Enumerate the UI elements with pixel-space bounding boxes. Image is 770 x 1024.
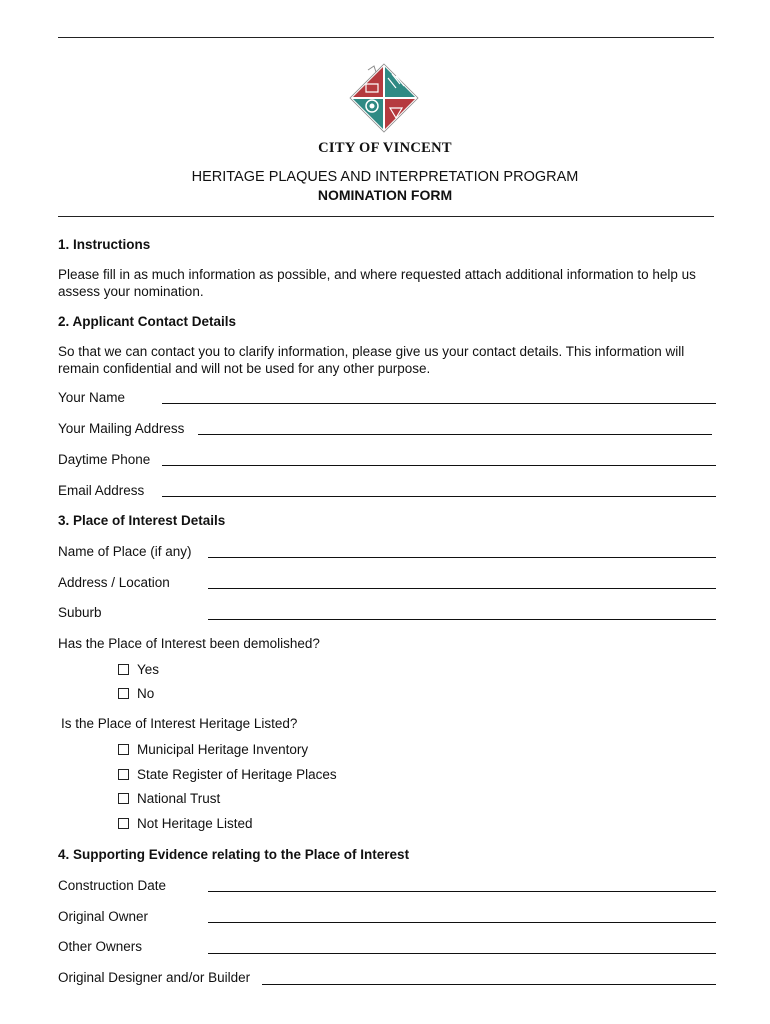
- email-address-field[interactable]: [162, 496, 716, 497]
- form-title: NOMINATION FORM: [317, 187, 453, 203]
- label-original-designer: Original Designer and/or Builder: [58, 970, 251, 985]
- label-daytime-phone: Daytime Phone: [58, 452, 151, 467]
- header-rule: [58, 216, 714, 217]
- original-designer-field[interactable]: [262, 984, 716, 985]
- checkbox-state-register[interactable]: State Register of Heritage Places: [118, 767, 337, 782]
- checkbox-box[interactable]: [118, 664, 129, 675]
- section-heading-applicant: 2. Applicant Contact Details: [58, 314, 237, 329]
- label-address-location: Address / Location: [58, 575, 170, 590]
- section-heading-place: 3. Place of Interest Details: [58, 513, 226, 528]
- checkbox-box[interactable]: [118, 818, 129, 829]
- mailing-address-field[interactable]: [198, 434, 712, 435]
- checkbox-demolished-no[interactable]: No: [118, 686, 154, 701]
- listed-question: Is the Place of Interest Heritage Listed?: [61, 716, 298, 731]
- checkbox-not-listed[interactable]: Not Heritage Listed: [118, 816, 253, 831]
- checkbox-demolished-yes[interactable]: Yes: [118, 662, 159, 677]
- demolished-question: Has the Place of Interest been demolished?: [58, 636, 320, 651]
- label-name-of-place: Name of Place (if any): [58, 544, 192, 559]
- section-heading-evidence: 4. Supporting Evidence relating to the Place of Interest: [58, 847, 410, 862]
- program-title: HERITAGE PLAQUES AND INTERPRETATION PROGRAM: [191, 169, 579, 185]
- checkbox-box[interactable]: [118, 769, 129, 780]
- original-owner-field[interactable]: [208, 922, 716, 923]
- label-other-owners: Other Owners: [58, 939, 143, 954]
- checkbox-national-trust[interactable]: National Trust: [118, 791, 220, 806]
- checkbox-box[interactable]: [118, 688, 129, 699]
- checkbox-municipal-inventory[interactable]: Municipal Heritage Inventory: [118, 742, 308, 757]
- label-original-owner: Original Owner: [58, 909, 149, 924]
- other-owners-field[interactable]: [208, 953, 716, 954]
- instructions-text: Please fill in as much information as possible, and where requested attach additional information to help us assess your nomination.: [58, 267, 696, 299]
- label-suburb: Suburb: [58, 605, 102, 620]
- name-of-place-field[interactable]: [208, 557, 716, 558]
- city-logo: [348, 62, 420, 134]
- applicant-text: So that we can contact you to clarify information, please give us your contact details. This information will remain confidential and will not be used for any other purpose.: [58, 344, 685, 376]
- label-mailing-address: Your Mailing Address: [58, 421, 185, 436]
- label-construction-date: Construction Date: [58, 878, 167, 893]
- label-email-address: Email Address: [58, 483, 145, 498]
- top-rule: [58, 37, 714, 38]
- construction-date-field[interactable]: [208, 891, 716, 892]
- your-name-field[interactable]: [162, 403, 716, 404]
- section-heading-instructions: 1. Instructions: [58, 237, 151, 252]
- organization-name: CITY OF VINCENT: [318, 140, 452, 156]
- label-your-name: Your Name: [58, 390, 126, 405]
- daytime-phone-field[interactable]: [162, 465, 716, 466]
- checkbox-box[interactable]: [118, 793, 129, 804]
- address-location-field[interactable]: [208, 588, 716, 589]
- suburb-field[interactable]: [208, 619, 716, 620]
- checkbox-box[interactable]: [118, 744, 129, 755]
